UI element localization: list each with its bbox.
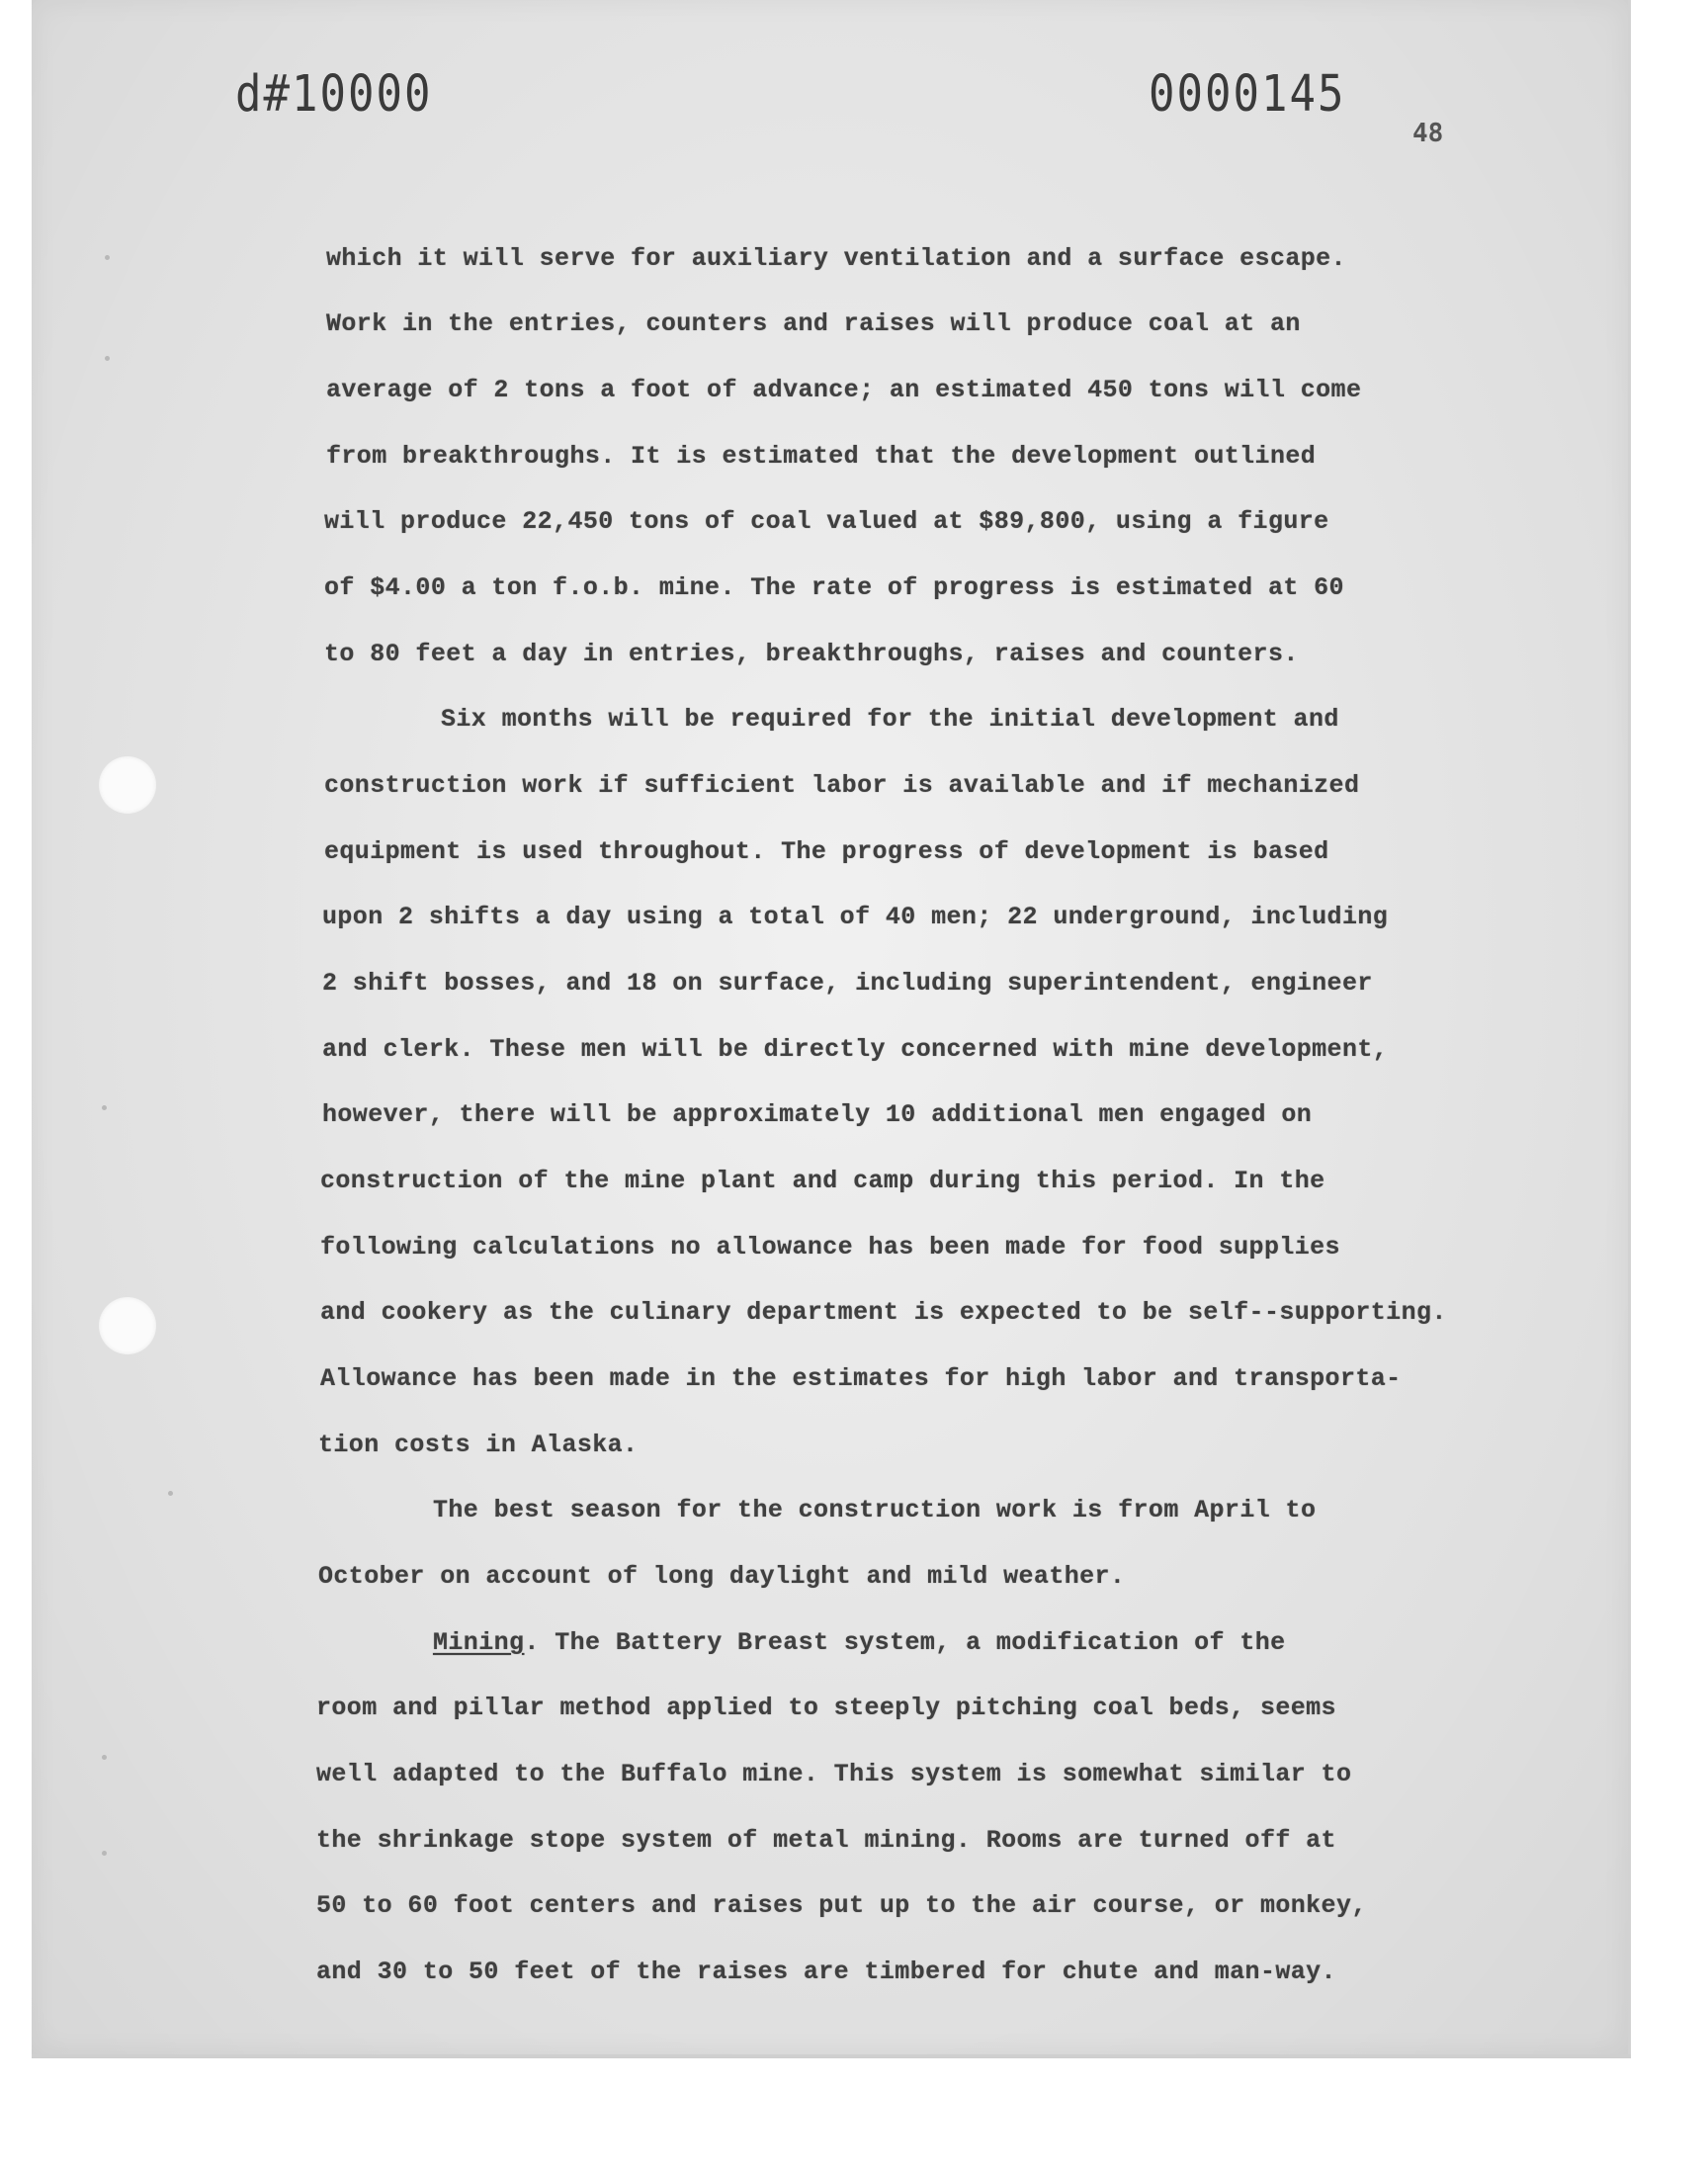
text-line: however, there will be approximately 10 additional men engaged on xyxy=(322,1100,1313,1129)
mining-paragraph-first-line xyxy=(433,1628,1286,1657)
text-line: Work in the entries, counters and raises will produce coal at an xyxy=(326,309,1301,338)
speck xyxy=(105,356,110,361)
text-line: to 80 feet a day in entries, breakthroughs, raises and counters. xyxy=(324,640,1299,668)
text-line: will produce 22,450 tons of coal valued at $89,800, using a figure xyxy=(324,507,1329,536)
document-page xyxy=(32,0,1631,2054)
text-line: and cookery as the culinary department is expected to be self--supporting. xyxy=(320,1298,1447,1327)
text-line: well adapted to the Buffalo mine. This system is somewhat similar to xyxy=(316,1760,1352,1788)
speck xyxy=(105,255,110,260)
text-line: tion costs in Alaska. xyxy=(318,1431,639,1459)
speck xyxy=(168,1491,173,1496)
text-line: The best season for the construction work is from April to xyxy=(433,1496,1317,1524)
text-line: Allowance has been made in the estimates for high labor and transporta- xyxy=(320,1364,1402,1393)
speck xyxy=(102,1851,107,1856)
text-line: the shrinkage stope system of metal mining. Rooms are turned off at xyxy=(316,1826,1336,1855)
text-line: room and pillar method applied to steeply pitching coal beds, seems xyxy=(316,1694,1336,1722)
text-line: following calculations no allowance has been made for food supplies xyxy=(320,1233,1340,1262)
text-line: and 30 to 50 feet of the raises are timbered for chute and man-way. xyxy=(316,1958,1336,1986)
punch-hole-upper xyxy=(99,756,156,814)
document-id-left: d#10000 xyxy=(235,65,433,124)
text-line: upon 2 shifts a day using a total of 40 men; 22 underground, including xyxy=(322,903,1389,931)
speck xyxy=(102,1755,107,1760)
text-line: Six months will be required for the initial development and xyxy=(441,705,1339,734)
text-line: of $4.00 a ton f.o.b. mine. The rate of progress is estimated at 60 xyxy=(324,573,1344,602)
text-line: and clerk. These men will be directly concerned with mine development, xyxy=(322,1035,1389,1064)
text-line: equipment is used throughout. The progress of development is based xyxy=(324,837,1329,866)
text-line: construction work if sufficient labor is available and if mechanized xyxy=(324,771,1360,800)
text-line: construction of the mine plant and camp during this period. In the xyxy=(320,1167,1325,1195)
text-line: average of 2 tons a foot of advance; an estimated 450 tons will come xyxy=(326,376,1362,404)
mining-first-line-rest: . The Battery Breast system, a modification of the xyxy=(524,1628,1286,1657)
text-line: from breakthroughs. It is estimated that the development outlined xyxy=(326,442,1317,471)
document-id-right: 0000145 xyxy=(1149,65,1346,124)
text-line: October on account of long daylight and mild weather. xyxy=(318,1562,1126,1591)
scan-edge xyxy=(32,2054,1631,2058)
text-line: 50 to 60 foot centers and raises put up to the air course, or monkey, xyxy=(316,1891,1367,1920)
mining-heading: Mining xyxy=(433,1628,525,1657)
page-number: 48 xyxy=(1412,119,1444,148)
punch-hole-lower xyxy=(99,1297,156,1354)
text-line: which it will serve for auxiliary ventilation and a surface escape. xyxy=(326,244,1346,273)
speck xyxy=(102,1105,107,1110)
text-line: 2 shift bosses, and 18 on surface, including superintendent, engineer xyxy=(322,969,1373,998)
